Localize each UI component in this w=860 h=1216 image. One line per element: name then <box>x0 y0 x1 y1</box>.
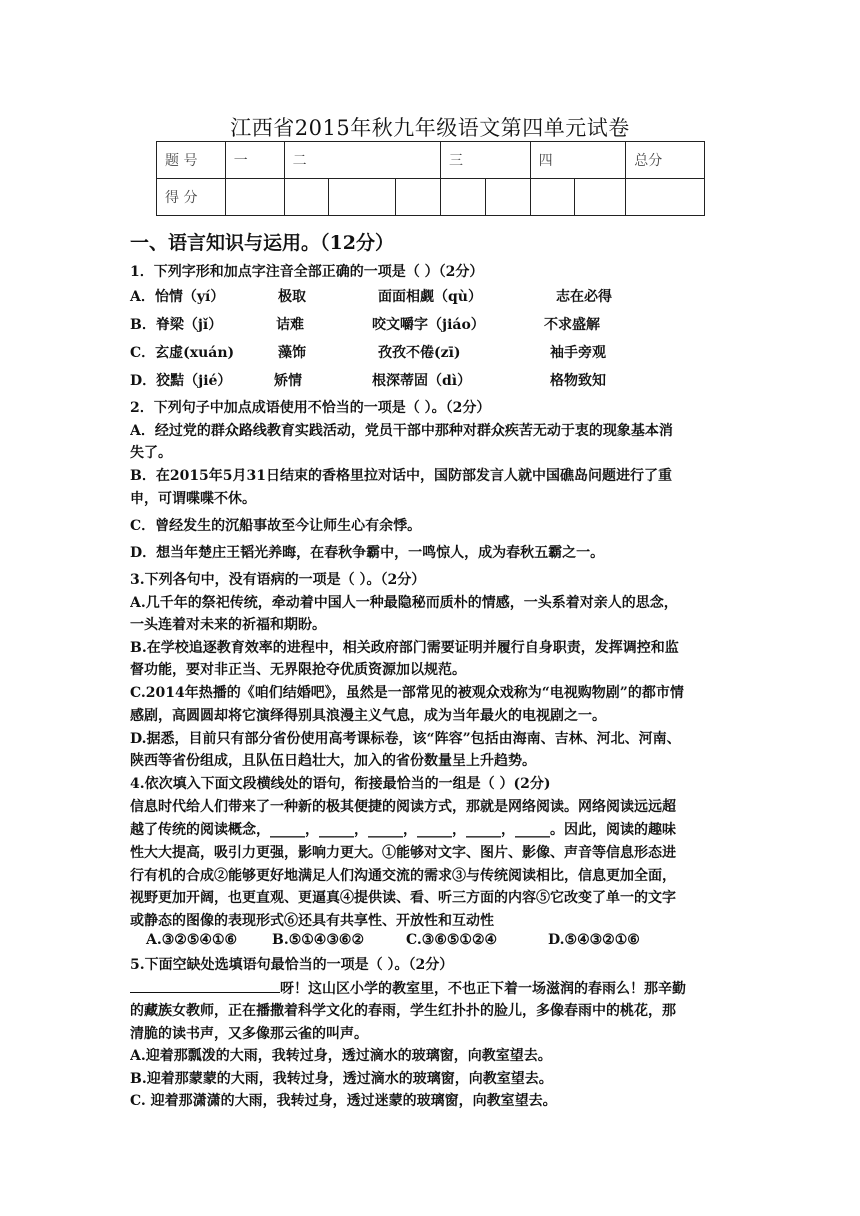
question-2-stem: 2．下列句子中加点成语使用不恰当的一项是（ ）。（2分） <box>130 400 491 416</box>
q1-option-d: 矫情 <box>274 373 302 389</box>
q4-option-c: C.③⑥⑤①②④ <box>406 932 498 948</box>
q4-line: 越了传统的阅读概念，_____，_____，_____，_____，_____，_____。因此，阅读的趣味 <box>130 822 676 838</box>
q4-line: 性大大提高，吸引力更强，影响力更大。①能够对文字、图片、影像、声音等信息形态进 <box>130 845 676 861</box>
table-cell: 题 号 <box>157 142 226 179</box>
q3-line: 陕西等省份组成，且队伍日趋壮大，加入的省份数量呈上升趋势。 <box>130 753 536 769</box>
q3-line: 一头连着对未来的祈福和期盼。 <box>130 617 326 633</box>
q2-line: 失了。 <box>130 445 172 461</box>
q5-line: 呀！这山区小学的教室里，不也正下着一场滋润的春雨么！那辛勤 <box>130 978 740 999</box>
q5-line: 清脆的读书声，又多像那云雀的叫声。 <box>130 1026 368 1042</box>
q1-option-c: C．玄虚(xuán) <box>130 345 235 361</box>
table-cell: 四 <box>530 142 626 179</box>
table-cell: 一 <box>225 142 284 179</box>
q1-option-d: D．狡黠（jié） <box>130 373 232 389</box>
q5-option-a: A.迎着那瓢泼的大雨，我转过身，透过滴水的玻璃窗，向教室望去。 <box>130 1048 552 1064</box>
q1-option-b: 咬文嚼字（jiáo） <box>372 317 485 333</box>
score-cell <box>329 179 396 216</box>
q4-line: 视野更加开阔，也更直观、更逼真④提供读、看、听三方面的内容⑤它改变了单一的文字 <box>130 890 676 906</box>
score-cell <box>284 179 329 216</box>
q4-option-d: D.⑤④③②①⑥ <box>548 932 640 948</box>
table-cell: 二 <box>284 142 440 179</box>
q1-option-c: 袖手旁观 <box>550 345 606 361</box>
fill-blank <box>130 978 280 993</box>
q1-option-d: 格物致知 <box>550 373 606 389</box>
q5-option-b: B.迎着那蒙蒙的大雨，我转过身，透过滴水的玻璃窗，向教室望去。 <box>130 1071 553 1087</box>
q2-line: B．在2015年5月31日结束的香格里拉对话中，国防部发言人就中国礁岛问题进行了重 <box>130 468 673 484</box>
table-row <box>157 142 705 179</box>
q4-option-b: B.⑤①④③⑥② <box>272 932 365 948</box>
q1-option-a: 志在必得 <box>556 289 612 305</box>
q3-line: C.2014年热播的《咱们结婚吧》，虽然是一部常见的被观众戏称为“电视购物剧”的都市情 <box>130 685 684 701</box>
table-cell: 总分 <box>626 142 705 179</box>
question-1-stem: 1．下列字形和加点字注音全部正确的一项是（ ）（2分） <box>130 264 484 280</box>
score-cell <box>440 179 485 216</box>
q3-line: A.几千年的祭祀传统，牵动着中国人一种最隐秘而质朴的情感，一头系着对亲人的思念， <box>130 595 678 611</box>
q1-option-c: 藻饰 <box>278 345 306 361</box>
table-cell: 三 <box>440 142 530 179</box>
question-4-stem: 4.依次填入下面文段横线处的语句，衔接最恰当的一组是（ ）(2分) <box>130 776 551 792</box>
q1-option-a: A．怡情（yí） <box>130 289 225 305</box>
q4-line: 或静态的图像的表现形式⑥还具有共享性、开放性和互动性 <box>130 913 494 929</box>
section-heading: 一、语言知识与运用。（12分） <box>130 232 394 254</box>
q2-line: A．经过党的群众路线教育实践活动，党员干部中那种对群众疾苦无动于衷的现象基本消 <box>130 423 673 439</box>
q1-option-a: 面面相觑（qù） <box>378 289 482 305</box>
score-cell <box>396 179 441 216</box>
score-cell <box>626 179 705 216</box>
score-cell <box>485 179 530 216</box>
score-table <box>156 141 705 216</box>
q5-option-c: C. 迎着那潇潇的大雨，我转过身，透过迷蒙的玻璃窗，向教室望去。 <box>130 1093 557 1109</box>
question-3-stem: 3.下列各句中，没有语病的一项是（ ）。（2分） <box>130 572 426 588</box>
q3-line: D.据悉，目前只有部分省份使用高考课标卷，该“阵容”包括由海南、吉林、河北、河南、 <box>130 731 681 747</box>
page-title: 江西省2015年秋九年级语文第四单元试卷 <box>230 116 630 140</box>
q1-option-b: 不求盛解 <box>544 317 600 333</box>
q3-line: B.在学校追逐教育效率的进程中，相关政府部门需要证明并履行自身职责，发挥调控和监 <box>130 640 679 656</box>
q2-line: 申，可谓喋喋不休。 <box>130 491 256 507</box>
q1-option-b: 诘难 <box>276 317 304 333</box>
question-5-stem: 5.下面空缺处选填语句最恰当的一项是（ ）。（2分） <box>130 957 454 973</box>
q1-option-a: 极取 <box>278 289 306 305</box>
q2-line: C．曾经发生的沉船事故至今让师生心有余悸。 <box>130 518 422 534</box>
table-cell: 得 分 <box>157 179 226 216</box>
score-cell <box>225 179 284 216</box>
q5-line: 的藏族女教师，正在播撒着科学文化的春雨，学生红扑扑的脸儿，多像春雨中的桃花，那 <box>130 1003 676 1019</box>
q4-line: 信息时代给人们带来了一种新的极其便捷的阅读方式，那就是网络阅读。网络阅读远远超 <box>130 799 676 815</box>
q3-line: 感剧，高圆圆却将它演绎得别具浪漫主义气息，成为当年最火的电视剧之一。 <box>130 708 606 724</box>
q2-line: D．想当年楚庄王韬光养晦，在春秋争霸中，一鸣惊人，成为春秋五霸之一。 <box>130 545 605 561</box>
q1-option-b: B．脊梁（jǐ） <box>130 317 223 333</box>
q1-option-c: 孜孜不倦(zī) <box>378 345 461 361</box>
q1-option-d: 根深蒂固（dì） <box>372 373 472 389</box>
table-row <box>157 179 705 216</box>
q4-option-a: A.③②⑤④①⑥ <box>146 932 238 948</box>
q4-line: 行有机的合成②能够更好地满足人们沟通交流的需求③与传统阅读相比，信息更加全面， <box>130 868 676 884</box>
score-cell <box>575 179 626 216</box>
q3-line: 督功能，要对非正当、无界限抢夺优质资源加以规范。 <box>130 662 466 678</box>
score-cell <box>530 179 575 216</box>
